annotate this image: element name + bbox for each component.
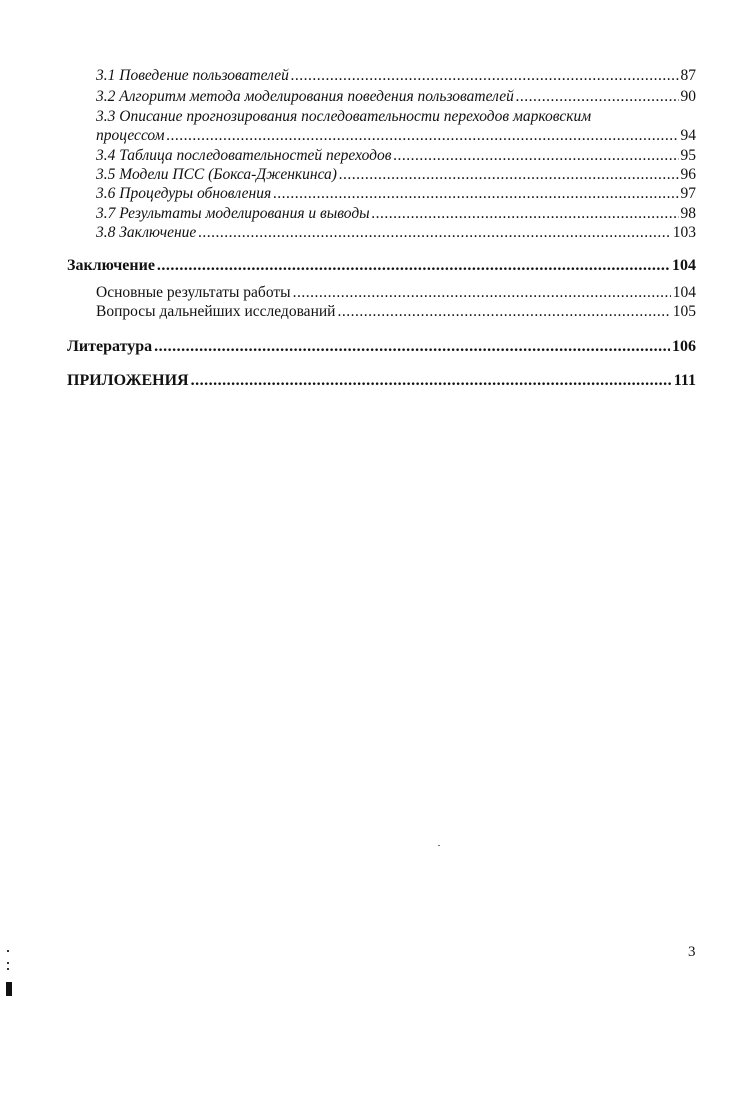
toc-entry-title: 3.2 Алгоритм метода моделирования поведения пользователей [96, 88, 514, 105]
toc-entry-appendix[interactable] [67, 372, 696, 390]
toc-entry-page: 95 [680, 147, 696, 164]
toc-entry-3-2[interactable] [96, 88, 696, 106]
leader-dots [372, 205, 679, 223]
leader-dots [337, 303, 670, 321]
toc-entry-title: 3.1 Поведение пользователей [96, 67, 289, 84]
leader-dots [291, 67, 679, 85]
toc-entry-page: 105 [672, 303, 696, 320]
toc-entry-page: 94 [680, 127, 696, 144]
leader-dots [273, 185, 678, 203]
toc-entry-title: 3.8 Заключение [96, 224, 197, 241]
toc-entry-page: 111 [673, 372, 696, 389]
toc-entry-page: 103 [672, 224, 696, 241]
toc-entry-title: Вопросы дальнейших исследований [96, 303, 336, 320]
scan-dot [7, 950, 9, 952]
toc-entry-3-5[interactable] [96, 166, 696, 184]
toc-entry-title: 3.4 Таблица последовательностей переходов [96, 147, 392, 164]
toc-entry-3-1[interactable] [96, 67, 696, 85]
leader-dots [293, 284, 671, 302]
leader-dots [191, 372, 672, 390]
leader-dots [167, 127, 679, 145]
leader-dots [154, 338, 670, 356]
leader-dots [198, 224, 670, 242]
toc-entry-page: 106 [672, 338, 696, 355]
scan-speck [438, 845, 440, 846]
toc-entry-3-6[interactable] [96, 185, 696, 203]
toc-entry-page: 104 [672, 284, 696, 301]
toc-entry-title: 3.6 Процедуры обновления [96, 185, 272, 202]
toc-entry-main-results[interactable] [96, 284, 696, 302]
toc-entry-conclusion[interactable] [67, 257, 696, 275]
toc-entry-title: Литература [67, 338, 153, 355]
toc-entry-page: 97 [680, 185, 696, 202]
toc-entry-3-8[interactable] [96, 224, 696, 242]
leader-dots [157, 257, 670, 275]
scan-bar [6, 982, 12, 996]
toc-entry-page: 87 [680, 67, 696, 84]
leader-dots [393, 147, 678, 165]
toc-entry-title: 3.7 Результаты моделирования и выводы [96, 205, 370, 222]
toc-entry-page: 96 [680, 166, 696, 183]
toc-entry-title: Основные результаты работы [96, 284, 291, 301]
toc-entry-3-7[interactable] [96, 205, 696, 223]
toc-entry-literature[interactable] [67, 338, 696, 356]
toc-entry-title: ПРИЛОЖЕНИЯ [67, 372, 189, 389]
toc-entry-page: 98 [680, 205, 696, 222]
leader-dots [339, 166, 679, 184]
scan-dot [7, 968, 9, 970]
toc-entry-3-4[interactable] [96, 147, 696, 165]
scan-dot [7, 962, 9, 964]
toc-entry-page: 104 [672, 257, 696, 274]
toc-entry-3-3-line1[interactable]: 3.3 Описание прогнозирования последовательности переходов марковским [96, 108, 592, 125]
scan-margin-mark [4, 948, 12, 998]
toc-entry-title: 3.5 Модели ПСС (Бокса-Дженкинса) [96, 166, 337, 183]
toc-entry-further-research[interactable] [96, 303, 696, 321]
toc-entry-title: Заключение [67, 257, 155, 274]
leader-dots [516, 88, 679, 106]
toc-entry-page: 90 [680, 88, 696, 105]
toc-entry-title: процессом [96, 127, 165, 144]
page-number: 3 [688, 944, 696, 960]
toc-entry-3-3[interactable] [96, 127, 696, 145]
